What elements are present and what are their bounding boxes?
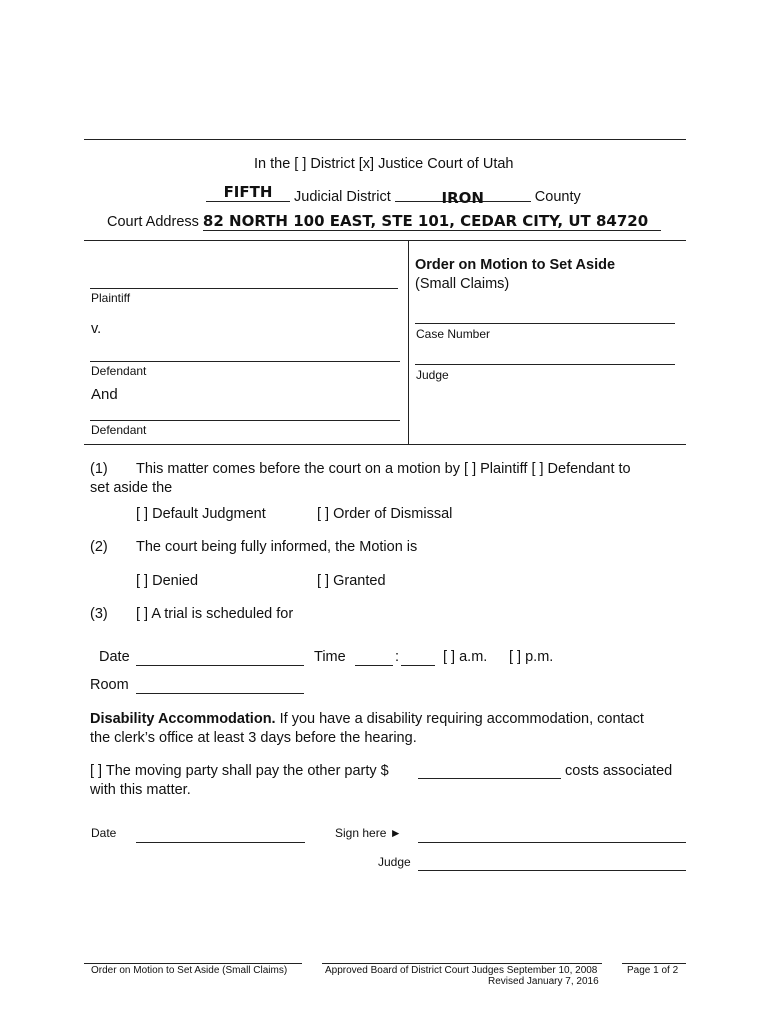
defendant-label-1: Defendant [91, 364, 147, 378]
and-label: And [91, 386, 118, 403]
caption-divider [408, 240, 409, 444]
am-checkbox[interactable]: [ ] a.m. [443, 649, 488, 665]
trial-date-label: Date [99, 649, 130, 665]
court-address-line [107, 212, 661, 231]
judge-label: Judge [416, 368, 449, 382]
plaintiff-field[interactable] [90, 288, 398, 289]
signature-judge-label: Judge [378, 855, 411, 869]
judge-name-field[interactable] [418, 870, 686, 871]
costs-text-a[interactable]: [ ] The moving party shall pay the other party $ [90, 763, 389, 779]
defendant-label-2: Defendant [91, 423, 147, 437]
costs-amount-field[interactable] [418, 778, 561, 779]
footer-form-name: Order on Motion to Set Aside (Small Claims) [91, 965, 288, 976]
item2-number: (2) [90, 539, 108, 555]
costs-text-b: costs associated [565, 763, 673, 779]
disability-text-cont: the clerk’s office at least 3 days before the hearing. [90, 730, 417, 746]
signature-date-label: Date [91, 826, 117, 840]
header-top-rule [84, 139, 686, 140]
footer-rule-right [622, 963, 686, 964]
caption-bottom-rule [84, 444, 686, 445]
footer-rule-mid [322, 963, 602, 964]
room-label: Room [90, 677, 129, 693]
option-granted[interactable]: [ ] Granted [317, 573, 386, 589]
item1-text-cont: set aside the [90, 480, 173, 496]
disability-heading: Disability Accommodation. [90, 711, 276, 727]
item1-number: (1) [90, 461, 108, 477]
order-subtitle: (Small Claims) [415, 276, 510, 292]
costs-text-cont: with this matter. [90, 782, 191, 798]
caption-top-rule [84, 240, 686, 241]
disability-text: If you have a disability requiring accommodation, contact [275, 711, 644, 727]
option-order-of-dismissal[interactable]: [ ] Order of Dismissal [317, 506, 453, 522]
defendant-field-1[interactable] [90, 361, 400, 362]
trial-time-hours-field[interactable] [355, 665, 393, 666]
disability-notice [90, 711, 644, 727]
case-number-label: Case Number [416, 327, 491, 341]
signature-date-field[interactable] [136, 842, 305, 843]
court-address-value[interactable]: 82 NORTH 100 EAST, STE 101, CEDAR CITY, UT 84720 [202, 212, 649, 230]
sign-here-label: Sign here ► [335, 826, 402, 840]
judge-field[interactable] [415, 364, 675, 365]
footer-revised: Revised January 7, 2016 [488, 976, 599, 987]
case-number-field[interactable] [415, 323, 675, 324]
county-value[interactable]: IRON [441, 189, 484, 207]
footer-approved: Approved Board of District Court Judges September 10, 2008 [325, 965, 598, 976]
trial-time-label: Time [314, 649, 346, 665]
signature-field[interactable] [418, 842, 686, 843]
court-address-label: Court Address [107, 214, 199, 230]
trial-time-minutes-field[interactable] [401, 665, 435, 666]
court-type-line: In the [ ] District [x] Justice Court of Utah [254, 156, 514, 172]
county-label: County [534, 189, 581, 205]
item3-number: (3) [90, 606, 108, 622]
district-county-line [206, 183, 581, 207]
trial-date-field[interactable] [136, 665, 304, 666]
order-title: Order on Motion to Set Aside [415, 257, 616, 273]
defendant-field-2[interactable] [90, 420, 400, 421]
item2-text: The court being fully informed, the Motion is [136, 539, 418, 555]
district-label: Judicial District [294, 189, 391, 205]
footer-rule-left [84, 963, 302, 964]
option-denied[interactable]: [ ] Denied [136, 573, 199, 589]
room-field[interactable] [136, 693, 304, 694]
footer-page: Page 1 of 2 [627, 965, 679, 976]
versus-label: v. [91, 321, 102, 337]
trial-time-colon: : [395, 649, 400, 665]
pm-checkbox[interactable]: [ ] p.m. [509, 649, 554, 665]
item3-text[interactable]: [ ] A trial is scheduled for [136, 606, 294, 622]
option-default-judgment[interactable]: [ ] Default Judgment [136, 506, 266, 522]
item1-text: This matter comes before the court on a motion by [ ] Plaintiff [ ] Defendant to [136, 461, 631, 477]
plaintiff-label: Plaintiff [91, 291, 131, 305]
district-value[interactable]: FIFTH [223, 183, 273, 201]
